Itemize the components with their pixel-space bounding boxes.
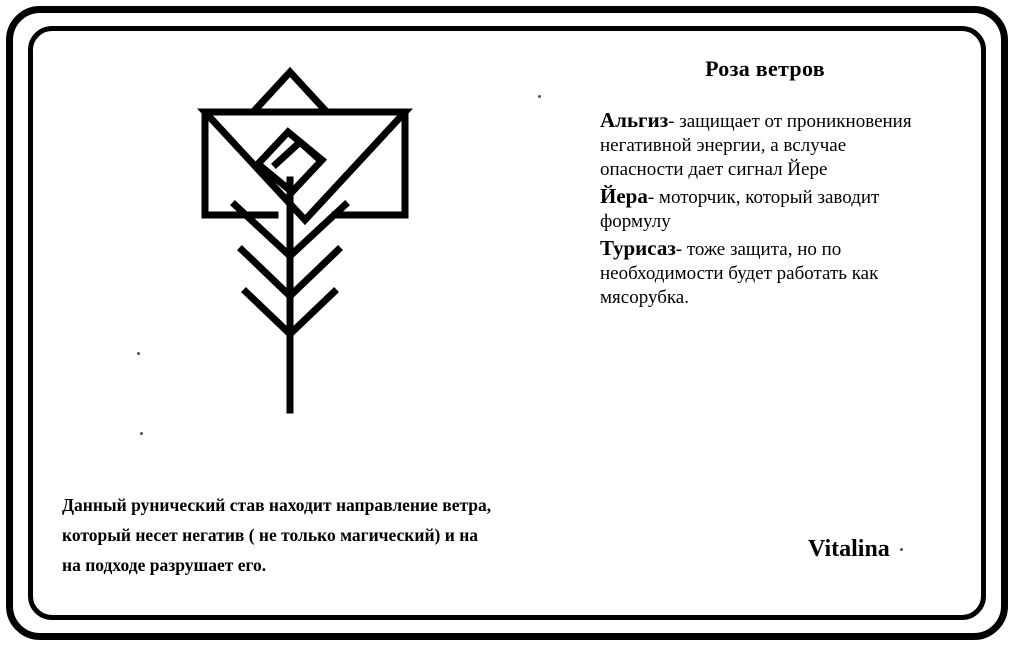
runic-stave-svg	[180, 60, 440, 430]
description-text	[62, 490, 562, 580]
note-entry-thurisaz	[600, 236, 930, 310]
note-text-thurisaz: - тоже защита, но по необходимости будет работать как мясорубка.	[600, 239, 879, 308]
note-entry-algiz	[600, 108, 930, 182]
note-term-algiz: Альгиз	[600, 108, 669, 132]
speck-mark	[900, 548, 903, 551]
note-term-jera: Йера	[600, 184, 648, 208]
description-line-3: на подходе разрушает его.	[62, 555, 267, 575]
description-line-2: который несет негатив ( не только магический) и на	[62, 525, 479, 545]
note-text-algiz: - защищает от проникновения негативной энергии, а вслучае опасности дает сигнал Йере	[600, 111, 912, 180]
speck-mark	[137, 352, 140, 355]
description-line-1: Данный рунический став находит направление ветра,	[62, 495, 492, 515]
note-text-jera: - моторчик, который заводит формулу	[600, 187, 880, 232]
runic-stave-figure	[180, 60, 440, 430]
speck-mark	[538, 95, 541, 98]
author-signature: Vitalina	[808, 536, 890, 562]
inner-angle-icon	[276, 142, 320, 164]
notes-title: Роза ветров	[705, 56, 825, 81]
speck-mark	[140, 432, 143, 435]
note-term-thurisaz: Турисаз	[600, 236, 676, 260]
peak-triangle-icon	[255, 72, 325, 110]
note-entry-jera	[600, 184, 930, 234]
notes-panel	[600, 56, 930, 312]
